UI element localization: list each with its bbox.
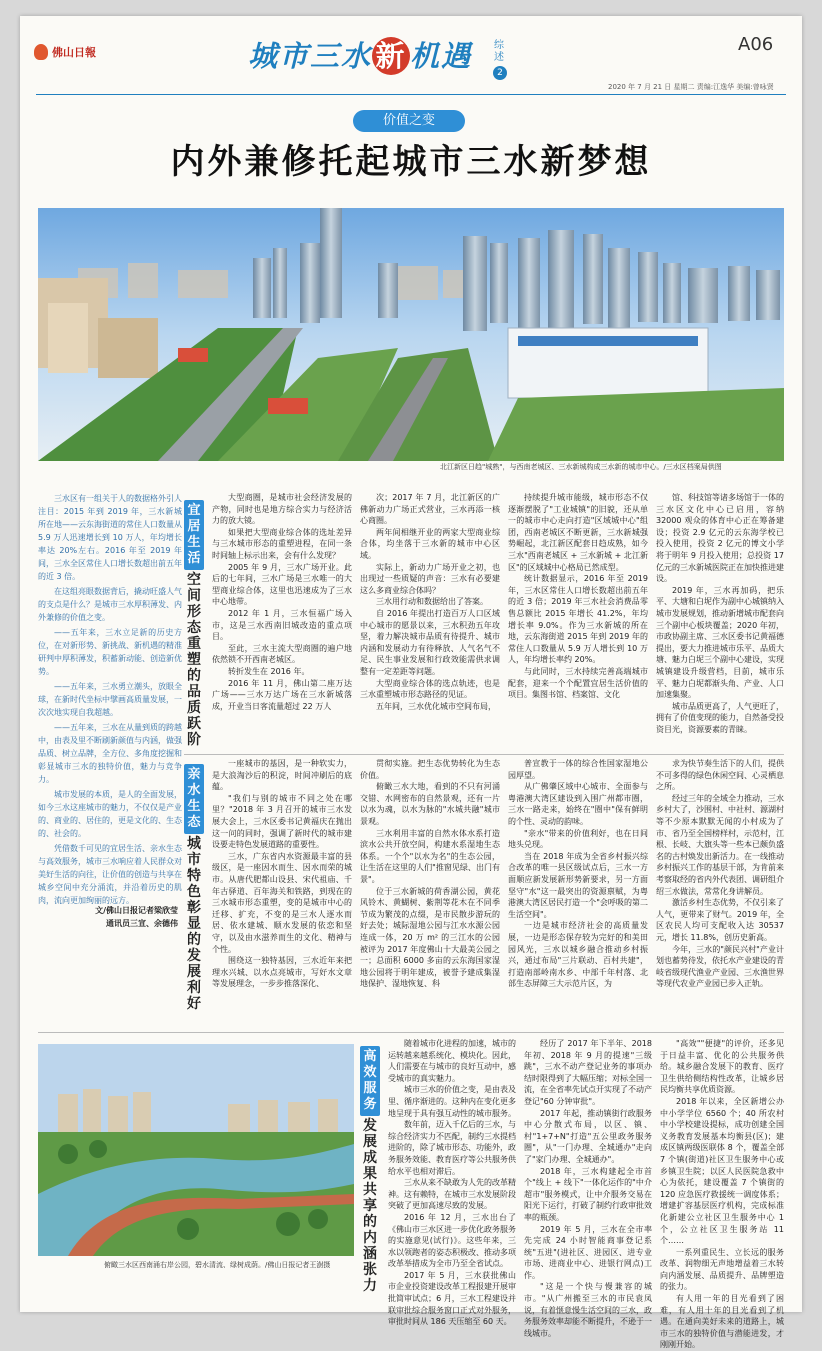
article-paragraph: 激活乡村生态优势，不仅引来了人气，更带来了财气。2019 年，全区农民人均可支配收入达 30537 元，增长 11.8%，创历史新高。 (656, 898, 784, 942)
article-paragraph: 三水从来不缺敢为人先的改革精神。这有赖特，在城市三水发展阶段突破了更加高速尽致的发展。 (388, 1178, 516, 1211)
article-paragraph: 馆、科技馆等诸多场馆于一体的三水区文化中心已启用，容纳 32000 观众的体育中心正在筹备建设；投资 2.9 亿元的云东海学校已投入使用，投资 2 亿元的博文小学将于明年 9 月投入使用；总投资 17 亿元的三水新城医院正在加快推进建设。 (656, 493, 784, 584)
section1-title: 空间形态重塑的品质跃阶 (187, 572, 201, 748)
intro-paragraph: ——五年来，三水立足新的历史方位，在对新形势、新挑战、新机遇的精准研判中厚积薄发，积蓄新动能、创造新优势。 (38, 628, 182, 676)
article-paragraph: 持续提升城市能级，城市形态不仅逐渐摆脱了"工业城镇"的旧貌，还从单一的城市中心走向打造"区域城中心"组团，西南老城区不断更新，三水新城强势崛起，北江新区配套日趋成熟，如今三水"西南老城区 + 三水新城 + 北江新区"的区域城中心格局已然成型。 (508, 493, 648, 572)
article-paragraph: 2017 年 5 月，三水获批佛山市企业投资建设改革工程报建开展审批简审试点；6 月，三水工程建设并联审批综合服务窗口正式对外服务，审批时间从 186 天压缩至 60 天。 (388, 1270, 516, 1327)
park-aerial-photo (38, 1044, 354, 1256)
section-divider (38, 1032, 784, 1033)
newspaper-logo (34, 44, 96, 60)
article-paragraph: 次；2017 年 7 月，北江新区的广佛新动力广场正式营业，三水再添一核心商圈。 (360, 493, 500, 526)
intro-column (38, 492, 182, 909)
article-paragraph: "我们与别的城市不同之处在哪里？"2018 年 3 月召开的城市三水发展大会上，三水区委书记黄福庆在抛出这一问的同时，强调了新时代的城市建设要走特色发展道路的重要性。 (212, 793, 352, 850)
section2-col4 (656, 758, 784, 1026)
article-paragraph: 当在 2018 年成为全省乡村振兴综合改革的唯一县区级试点后，三水一方面顺应新发展新形势新要求，另一方面坚守"水"这一最突出的资源禀赋，为粤港澳大湾区居民打造一个"会呼吸的第二生活空间"。 (508, 851, 648, 919)
article-paragraph: 自 2016 年提出打造百万人口区域中心城市的愿景以来，三水积劲五年攻坚，着力解决城市品质有待提升、城市内涵和发展动力有待释放、人气名气不足、民生事业发展和行政效能需供求调整有一定差距等问题。 (360, 608, 500, 676)
article-paragraph: 两年间相继开业的两家大型商业综合体，均坐落于三水新的城市中心区域。 (360, 527, 500, 560)
section-title-a: 城市三水 (248, 39, 373, 73)
section2-col3 (508, 758, 648, 1026)
section2-title: 城市特色彰显的发展利好 (187, 836, 201, 1012)
article-paragraph: 至此，三水主流大型商圈的遍户地依然锁不开西南老城区。 (212, 643, 352, 665)
article-paragraph: 普宣教于一体的综合性国家湿地公园厚望。 (508, 759, 648, 780)
byline (78, 904, 178, 930)
city-aerial-photo (38, 208, 784, 461)
byline-author: 文/佛山日报记者梁欣莹 (95, 906, 178, 915)
article-paragraph: 经历了 2017 年下半年、2018 年初、2018 年 9 月的提速"三级跳"，三水不动产登记业务的事项办结时限得到了大幅压缩；对标全国一流，在全省率先试点开实现了不动产登记"60 分钟审批"。 (524, 1039, 652, 1106)
headline: 内外兼修托起城市三水新梦想 (170, 142, 652, 182)
article-paragraph: 2019 年，三水再加码，把乐平、大塘和白坭作为副中心城镇纳入城市发展规划，推动新增城市配套向三个副中心板块覆盖；2020 年初，市政协副主席、三水区委书记黄福德提出，要大力推进城市乐平、品质大塘、魅力白坭三个副中心建设，实现城镇建设升级营档，目前，城市乐平、魅力白坭都渐头角、产业、人口加速集聚。 (656, 585, 784, 700)
article-paragraph: 有人用一年的目光看到了困难，有人用十年的目光看到了机遇。在通向美好未来的道路上，城市三水的独特价值与潜能进发，才刚刚开始。 (660, 1294, 784, 1350)
article-paragraph: 从广佛肇区域中心城市、全面参与粤港澳大湾区建设到入围广州都市圈，三水一路走来，始终在"圈中"保有鲜明的个性、灵动的韵味。 (508, 782, 648, 826)
newspaper-page (20, 16, 802, 1350)
article-paragraph: 位于三水新城的荷香湖公园，黄花风铃木、黄蝴树、紫荆等花木在不同季节成为繁茂的点缀，是市民散步游玩的好去处；城际湿地公园与江水水源公园连成一体，20 万 m² 的三江水的公园被评为 2017 年度佛山十大最美公园之一；总面积 6000 多亩的云东海国家湿地公园将于明年建成，被誉予建成集湿地保护、湿地恢复、科 (360, 886, 500, 989)
article-tag: 价值之变 (353, 110, 465, 132)
article-paragraph: 一系列重民生、立长远的服务改革、润物细无声地增益着三水转向内涵发展、品质提升、品牌塑造的张力。 (660, 1247, 784, 1292)
article-paragraph: 贯彻实施。把生态优势转化为生态价值。 (360, 759, 500, 780)
article-paragraph: 2005 年 9 月，三水广场开业。此后的七年间，三水广场是三水唯一的大型商业综合体，这里也迅速成为了三水中心地带。 (212, 562, 352, 607)
photo1-caption: 北江新区日趋"城熟"，与西南老城区、三水新城构成三水新的城市中心。/三水区档案局供图 (440, 463, 722, 471)
article-paragraph: 今年，三水的"颜民兴村"产业计划也蓄势待发，依托水产业建设的青岐省级现代渔业产业园、三水渔世界等现代农业产业园已步入正轨。 (656, 944, 784, 989)
section3-title: 发展成果共享的内涵张力 (363, 1118, 377, 1294)
section1-label: 宜居生活 (184, 500, 204, 570)
zongshu-label: 综述 (494, 40, 504, 63)
article-paragraph: 三水利用丰富的自然水体水系打造滨水公共开放空间，构建水系湿地生态体系。一个个"以水为名"的生态公园，让生活在这里的人们"推窗见绿、出门有景"。 (360, 828, 500, 884)
article-paragraph: 城市三水的价值之变，是由表及里、循序渐进的。这种内在变化更多地呈现于具有强互动性的城市服务。 (388, 1085, 516, 1118)
dateline: 2020 年 7 月 21 日 星期二 责编:江逸华 美编:曾咏贤 (608, 83, 774, 91)
article-paragraph: 如果把大型商业综合体的选址差异与三水城市形态的重塑进程，在同一条时间轴上标示出来，会有什么发现？ (212, 527, 352, 560)
article-paragraph: 2016 年 12 月，三水出台了《佛山市三水区进一步优化政务服务的实施意见(试行)》。这些年来，三水以领跑者的姿态积极改、推动多项改革举措成为全市乃至全省试点。 (388, 1212, 516, 1269)
section-divider (184, 754, 784, 755)
intro-paragraph: 城市发展的本质，是人的全面发展，如今三水这座城市的魅力，不仅仅是产业的、商业的、居住的，更是文化的、生态的、社会的。 (38, 790, 182, 838)
article-paragraph: 一边是城市经济社会的高质量发展，一边是形态保存较为完好的和美田园风光，三水以城乡融合推动乡村振兴，通过布局"三片联动、百村共建"，打造南部岭南水乡、中部千年村落、北部生态屏障三大示范片区，为 (508, 921, 648, 989)
intro-paragraph: 凭借数千可见的宜居生活、亲水生态与高效服务，城市三水响应着人民群众对美好生活的向往，让价值的创造与共享在城乡空间中充分涌流，并沿着历史的肌肉，流向更加绚丽的远方。 (38, 844, 182, 905)
article-paragraph: 2018 年以来，全区新增公办中小学学位 6560 个；40 所农村中小学校建设提标，成功创建全国义务教育发展基本均衡县(区)；建成区镇两级医联体 8 个，覆盖全部 7 个镇(街道)社区卫生服务中心或乡镇卫生院；以区人民医院急救中心为依托，建设覆盖 7 个镇街的 120 应急医疗救援统一调度体系；增建扩容基层医疗机构，完成标准化新建公立社区卫生服务中心 1 个，公立社区卫生服务站 11 个…… (660, 1096, 784, 1246)
section2-label: 亲水生态 (184, 764, 204, 834)
article-paragraph: 与此同时，三水持续完善高端城市配套，迎来一个个配置宜居生活价值的项目。集图书馆、档案馆、文化 (508, 666, 648, 700)
byline-correspondent: 通讯员三宣、余德伟 (106, 919, 178, 928)
article-paragraph: 俯瞰三水大地，看到的不只有河涌交错、水网密布的自然景观，还有一片以水为魂，以水为脉的"水城共融"城市景观。 (360, 782, 500, 826)
zongshu-number: 2 (493, 66, 507, 80)
article-paragraph: 2017 年起，推动镇街行政服务中心分散式布局，以区、镇、村"1+7+N"打造"五公里政务服务圈"，从"一门办理、全城通办"走向了"家门办理、全城通办"。 (524, 1108, 652, 1164)
flame-logo-icon (34, 44, 48, 60)
section2-col1 (212, 758, 352, 1026)
article-paragraph: 统计数据显示，2016 年至 2019 年，三水区常住人口增长数超出前五年的近 3 倍；2019 年三水社会消费品零售总额比 2015 年增长 41.2%，年均增长率 9.0%。作为三水新城的所在地，云东海街道 2015 年到 2019 年的常住人口数量从 5.9 万人增长到 10 万人，年均增长率约 20%。 (508, 574, 648, 665)
section1-col4 (656, 492, 784, 748)
article-paragraph: 经过三年的全域全力推动，三水乡村大了，沙围村、中社村、源湖村等不少原本默默无闻的小村成为了市、省乃至全国榜样村，示范村，江根、长岐、大旗头等一些本已颇负盛名的古村焕发出新活力。在一线推动乡村振兴工作的基层干部，为肯前来考察取经的省内外代表团、调研组介绍三水做法，常常化身讲解员。 (656, 793, 784, 896)
article-paragraph: 2019 年 5 月，三水在全市率先完成 24 小时智能商事登记系统"五进"(进社区、进园区、进专业市场、进商业中心、进银行网点)工作。 (524, 1224, 652, 1280)
article-paragraph: 三水，广东省内水资源最丰富的县级区，是一座因水而生、因水而荣的城市。从唐代肥都山设县、宋代祖庙、千年古驿道、百年海关和铁路，到现在的三水城市形态重塑，变的是城市中心的迁移、扩充，不变的是三水人逐水而居、依水建城、顺水发展的依恋和坚守，以及由水滋养而生的文化、精神与个性。 (212, 851, 352, 954)
article-paragraph: 围绕这一独特基因，三水近年来把理水兴城、以水点亮城市，写好水文章等发展理念，一步步推落深化、 (212, 956, 352, 989)
masthead-rule (36, 94, 786, 95)
section-title-xin: 新 (372, 37, 410, 75)
section2-col2 (360, 758, 500, 1026)
article-paragraph: 五年间，三水优化城市空间布局， (376, 701, 496, 711)
article-paragraph: 2012 年 1 月，三水恒福广场入市，这是三水西南旧城改造的重点项目。 (212, 608, 352, 642)
section1-col3 (508, 492, 648, 748)
article-paragraph: 求为快节奏生活下的人们，提供不可多得的绿色休闲空间、心灵栖息之所。 (656, 759, 784, 792)
photo2-caption: 俯瞰三水区西南涌右岸公园，碧水清流、绿树成荫。/佛山日报记者王澍摄 (104, 1261, 331, 1269)
article-paragraph: 2018 年，三水构建起全市首个"线上 + 线下"一体化运作的"中介超市"服务模式，让中介服务交易在阳光下运行，打破了制约行政审批效率的瓶颈。 (524, 1166, 652, 1222)
section3-col1 (388, 1038, 516, 1327)
article-paragraph: 城市品质更高了，人气更旺了，拥有了价值变现的能力，自然备受投资目光，资源要素的青睐。 (656, 701, 784, 734)
page-number: A06 (738, 34, 774, 55)
article-paragraph: 三水用行动和数据给出了答案。 (376, 597, 488, 607)
article-paragraph: "高效""便捷"的评价，还多见于日益丰富、优化的公共服务供给。城乡融合发展下的教育、医疗卫生供给侧结构性改革，让城乡居民均衡共享优质资源。 (660, 1039, 784, 1095)
intro-paragraph: 三水区有一组关于人的数据格外引人注目：2015 年到 2019 年，三水新城所在地——云东海街道的常住人口数量从 5.9 万人迅速增长到 10 万人，年均增长率达 20%左右。2016 年至 2019 年间，三水全区常住人口增长数超出前五年的近 3 倍。 (38, 494, 182, 581)
section1-col2 (360, 492, 500, 748)
section-title-b: 机遇 (410, 39, 473, 73)
article-paragraph: 大型商圈，是城市社会经济发展的产物，同时也是地方综合实力与经济活力的放大镜。 (212, 493, 352, 526)
article-paragraph: 随着城市化进程的加速，城市的运转越来越系统化、模块化。因此，人们需要在与城市的良好互动中，感受城市的真实魅力。 (388, 1039, 516, 1083)
article-paragraph: 一座城市的基因，是一种软实力，是大浪淘沙后的积淀，时间冲刷后的底蕴。 (212, 759, 352, 792)
intro-paragraph: 在这组亮眼数据背后，撬动旺盛人气的支点是什么？是城市三水厚积薄发、内外兼修的价值之变。 (38, 587, 182, 622)
section-title (248, 34, 472, 75)
article-paragraph: "亲水"带来的价值利好，也在日间地头兑现。 (508, 828, 648, 850)
intro-paragraph: ——五年来，三水在从量到质的跨越中，由表及里不断刷新颜值与内涵，做强品质、树立品牌，全方位、多角度挖掘和彰显城市三水的独特价值，魅力与竞争力。 (38, 723, 182, 784)
section1-col1 (212, 492, 352, 748)
section3-label: 高效服务 (360, 1046, 380, 1116)
article-paragraph: 实际上，新动力广场开业之初，也出现过一些质疑的声音：三水有必要建这么多商业综合体吗？ (360, 562, 500, 595)
article-paragraph: 数年前，迈入千亿后的三水，与综合经济实力不匹配，制约三水提档进阶的，除了城市形态、功能外，政务服务效能、教育医疗等公共服务供给水平也相对滞后。 (388, 1120, 516, 1176)
intro-paragraph: ——五年来，三水勇立潮头，放眼全球，在新时代坐标中擘画高质量发展，一次次地实现自我超越。 (38, 682, 182, 717)
logo-text: 佛山日報 (52, 46, 96, 59)
masthead (20, 16, 802, 96)
article-paragraph: "这是一个快与慢兼容的城市。"从广州搬至三水的市民袁凤说，有着惬意慢生活空间的三水，政务服务效率却能不断提升，不逊于一线城市。 (524, 1282, 652, 1338)
article-paragraph: 转折发生在 2016 年。 (228, 666, 310, 676)
section3-col3 (660, 1038, 784, 1350)
article-paragraph: 2016 年 11 月，佛山第二座万达广场——三水万达广场在三水新城落成，开业当日客流量超过 22 万人 (212, 678, 352, 711)
article-paragraph: 大型商业综合体的选点轨迹，也是三水重塑城市形态路径的见证。 (360, 678, 500, 700)
section3-col2 (524, 1038, 652, 1338)
